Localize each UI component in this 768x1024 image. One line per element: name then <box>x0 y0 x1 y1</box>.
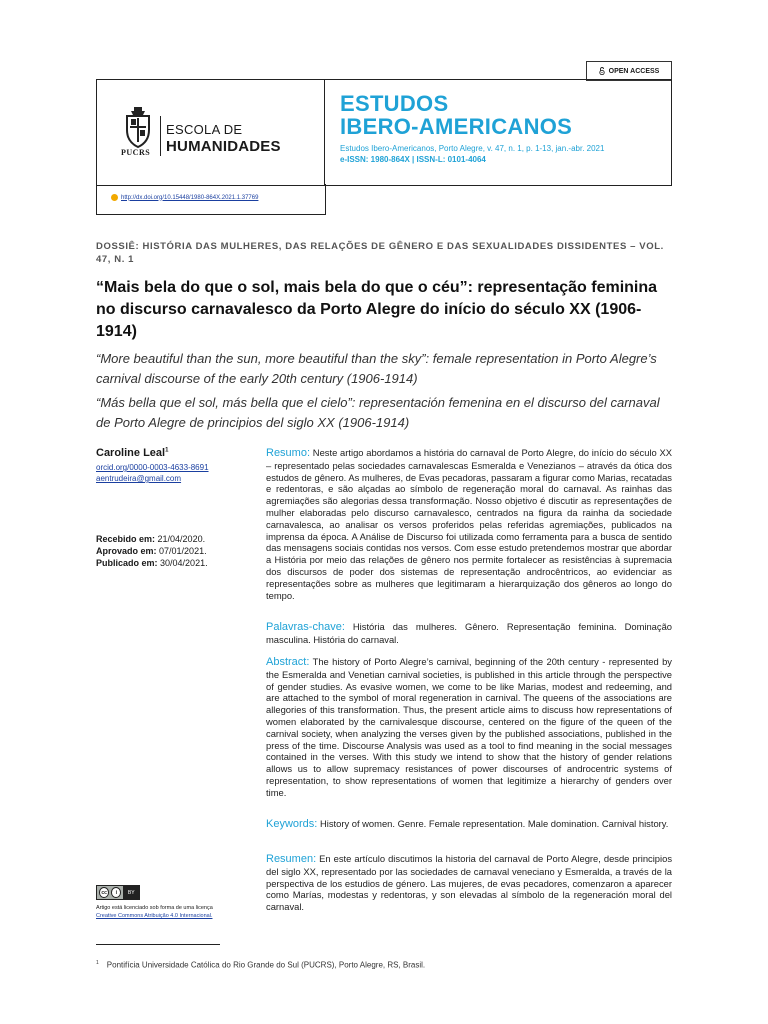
journal-issn: e-ISSN: 1980-864X | ISSN-L: 0101-4064 <box>340 155 486 164</box>
author-name <box>96 447 168 459</box>
abstract-section <box>266 656 672 799</box>
open-access-lock-icon <box>599 67 605 75</box>
published-label: Publicado em: <box>96 558 158 568</box>
open-access-label: OPEN ACCESS <box>608 67 660 75</box>
article-dates <box>96 533 208 569</box>
footnote-text: Pontifícia Universidade Católica do Rio Grande do Sul (PUCRS), Porto Alegre, RS, Brasil. <box>106 960 426 970</box>
logo-block <box>97 80 325 185</box>
article-title-en: “More beautiful than the sun, more beautiful than the sky”: female representation in Porto Alegre’s carnival discourse of the early 20th century (1906-1914) <box>96 351 657 386</box>
doi-box <box>96 184 326 215</box>
doi-link[interactable] <box>111 194 258 201</box>
school-name-line1: ESCOLA DE <box>166 122 243 137</box>
journal-citation-block <box>340 143 604 165</box>
license-text: Artigo está licenciado sob forma de uma licença <box>96 905 213 911</box>
resumo-section <box>266 447 672 601</box>
journal-citation: Estudos Ibero-Americanos, Porto Alegre, v. 47, n. 1, p. 1-13, jan.-abr. 2021 <box>340 144 605 153</box>
cc-license-badge[interactable] <box>96 885 140 900</box>
keywords-text: History of women. Genre. Female representation. Male domination. Carnival history. <box>319 818 669 829</box>
school-name-line2: HUMANIDADES <box>166 138 281 155</box>
footnote-rule <box>96 944 220 945</box>
palavras-chave-section <box>266 621 672 646</box>
palavras-chave-label: Palavras-chave: <box>266 621 345 633</box>
received-date <box>96 533 208 545</box>
author-orcid-link[interactable]: orcid.org/0000-0003-4633-8691 <box>96 463 209 472</box>
cc-icon: cc <box>99 887 109 898</box>
author-footnote-mark: 1 <box>165 447 169 454</box>
pucrs-wordmark: PUCRS <box>121 148 151 157</box>
footnote-mark: 1 <box>96 960 99 966</box>
received-label: Recebido em: <box>96 534 156 544</box>
resumo-label: Resumo: <box>266 447 311 459</box>
approved-value: 07/01/2021. <box>159 546 207 556</box>
author-name-text: Caroline Leal <box>96 447 166 459</box>
approved-date <box>96 545 208 557</box>
journal-title-line2: IBERO-AMERICANOS <box>340 114 573 139</box>
open-access-badge <box>586 61 672 81</box>
journal-title <box>340 92 572 138</box>
doi-url[interactable]: http://dx.doi.org/10.15448/1980-864X.2021.1.37769 <box>121 194 259 201</box>
resumen-label: Resumen: <box>266 853 317 865</box>
journal-title-line1: ESTUDOS <box>340 91 449 116</box>
journal-header <box>96 79 672 186</box>
published-value: 30/04/2021. <box>160 558 208 568</box>
abstract-label: Abstract: <box>266 656 310 668</box>
abstract-text: The history of Porto Alegre’s carnival, beginning of the 20th century - represented by the Esmeralda and Venetian carnival societies, is published in this article through the perspective of gender studies. As evasive women, we come to be like Marias, modest and redeeming, and are attached to the symbol of moral regeneration in carnival. The queens of the associations are allegories of this transformation. Thus, the present article aims to discuss how representations of women elaborated by the carnivalesque discourse, centered on the figure of the queen of the carnival society, when analyzing the verses given by the published associations, published in the press of the time. Discourse Analysis was used as a tool to find meaning in the social messages contained in the verses. With this study we intend to show that the history of gender relations allows us to allow supremacy resistances of power discourses of androcentric systems of representation, to show representations of women that legitimize a hierarchy of genders over time. <box>266 656 672 798</box>
license-note <box>96 904 254 920</box>
logo-divider <box>160 116 161 156</box>
received-value: 21/04/2020. <box>157 534 206 544</box>
approved-label: Aprovado em: <box>96 546 157 556</box>
keywords-section <box>266 818 672 831</box>
cc-by-label-icon: BY <box>123 885 139 900</box>
author-email-link[interactable]: aentrudeira@gmail.com <box>96 474 182 483</box>
doi-icon <box>111 194 118 201</box>
license-link[interactable]: Creative Commons Atribuição 4.0 Internacional. <box>96 913 213 919</box>
resumen-section <box>266 853 672 913</box>
cc-attribution-icon: i <box>111 887 121 898</box>
palavras-chave-text: História das mulheres. Gênero. Representação feminina. Dominação masculina. História do carnaval. <box>266 621 672 645</box>
dossier-heading: DOSSIÊ: HISTÓRIA DAS MULHERES, DAS RELAÇÕES DE GÊNERO E DAS SEXUALIDADES DISSIDENTES – VOL. 47, N. 1 <box>96 241 664 265</box>
footnote <box>96 960 425 970</box>
resumo-text: Neste artigo abordamos a história do carnaval de Porto Alegre, do início do século XX – representado pelas sociedades carnavalescas Esmeralda e Venezianos – através da ótica dos estudos de gênero. As mulheres, de Evas pecadoras, passaram a figurar como Marias, recatadas e redentoras, e são alçadas ao símbolo de regeneração moral do carnaval. As rainhas das agremiações são alegorias dessa transformação. Nosso objetivo é discutir as representações de mulher elaboradas pelo discurso carnavalesco, centrados na figura da rainha da sociedade carnavalesca, ao analisar os versos proferidos pelas referidas agremiações, publicados na imprensa da época. A Análise de Discurso foi utilizada como ferramenta para a busca de sentido das mensagens sociais contidas nos versos. Com esse estudo pretendemos mostrar que abordar a História por meio das relações de gênero nos permite fortalecer as resistências à supremacia dos discursos de poder dos sistemas de representação androcêntricos, ao evidenciar as representações sobre as mulheres que legitimaram a hierarquização dos gêneros ao longo do tempo. <box>266 447 672 601</box>
keywords-label: Keywords: <box>266 818 318 830</box>
article-title-pt: “Mais bela do que o sol, mais bela do que o céu”: representação feminina no discurso carnavalesco da Porto Alegre do início do século XX (1906-1914) <box>96 279 658 340</box>
published-date <box>96 557 208 569</box>
pucrs-crest-icon <box>121 105 155 149</box>
article-title-es: “Más bella que el sol, más bella que el cielo”: representación femenina en el discurso del carnaval de Porto Alegre de principios del siglo XX (1906-1914) <box>96 395 660 430</box>
resumen-text: En este artículo discutimos la historia del carnaval de Porto Alegre, desde principios del siglo XX, representado por las sociedades de carnaval veneciano y Esmeralda, a través de la perspectiva de los estudios de género. Las mujeres, de evas pecadores, comenzaron a aparecer como Marías, modestas y redentoras, y son elevadas al símbolo de la regeneración moral del carnaval. <box>266 853 673 913</box>
